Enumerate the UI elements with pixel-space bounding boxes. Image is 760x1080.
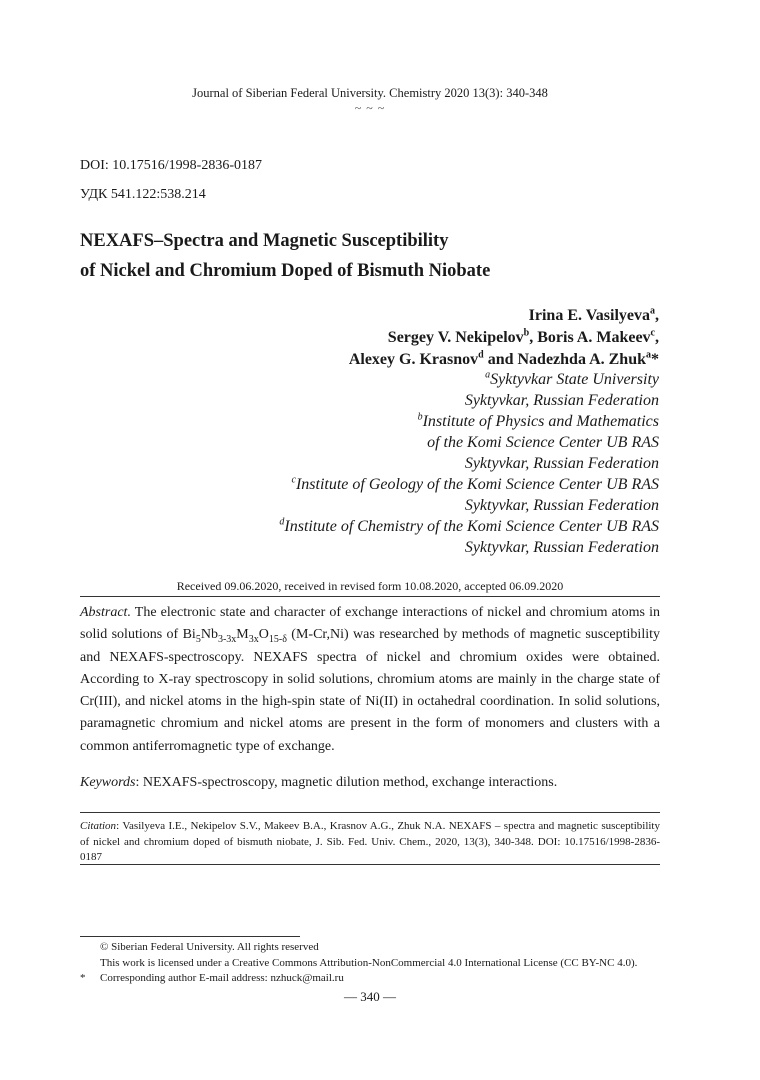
- author-affil-mark: b: [523, 327, 530, 339]
- udk-code: УДК 541.122:538.214: [80, 187, 206, 202]
- abstract: [80, 602, 660, 758]
- keywords-text: : NEXAFS-spectroscopy, magnetic dilution method, exchange interactions.: [135, 775, 558, 790]
- author-affil-mark: c: [650, 327, 655, 339]
- asterisk-mark: *: [80, 972, 86, 984]
- paper-title: [80, 226, 680, 286]
- author-name: Nadezhda A. Zhuk: [517, 351, 646, 368]
- affiliation-line: $^c$Institute of Geology of the Komi Science Center UB RAS: [291, 474, 659, 493]
- keywords-label: Keywords: [80, 775, 136, 790]
- abstract-label: Abstract.: [80, 605, 131, 620]
- author-line-3: Alexey G. Krasnov$^d$ and Nadezhda A. Zhuk$^a$*: [348, 349, 659, 368]
- affiliations: [279, 369, 659, 558]
- citation-label: Citation: [80, 820, 117, 832]
- citation-text: : Vasilyeva I.E., Nekipelov S.V., Makeev B.A., Krasnov A.G., Zhuk N.A. NEXAFS – spectra and magnetic susceptibility of nickel and chromium doped of bismuth niobate, J. Sib. Fed. Univ. Chem., 2020, 13(3), 340-348. DOI: 10.17516/1998-2836-0187: [80, 820, 660, 863]
- corresponding-author-note: * Corresponding author E-mail address: nzhuck@mail.ru: [80, 971, 680, 987]
- license-note[interactable]: This work is licensed under a Creative Commons Attribution-NonCommercial 4.0 International License (CC BY-NC 4.0).: [100, 956, 638, 969]
- affiliation-line: Syktyvkar, Russian Federation: [464, 392, 659, 409]
- author-list: [349, 305, 659, 371]
- keywords: [80, 772, 660, 794]
- author-affil-mark: d: [478, 349, 484, 361]
- chemical-formula: $Bi_5Nb_{3-3x}M_{3x}O_{15-\delta}$: [182, 627, 287, 646]
- affiliation-line: Syktyvkar, Russian Federation: [464, 539, 659, 556]
- divider: [80, 864, 660, 865]
- paper-title-line-2: of Nickel and Chromium Doped of Bismuth Niobate: [80, 261, 491, 281]
- author-affil-mark: a: [646, 349, 651, 361]
- footnote-divider: [80, 936, 300, 937]
- received-dates: Received 09.06.2020, received in revised form 10.08.2020, accepted 06.09.2020: [176, 579, 564, 593]
- author-name: Boris A. Makeev: [537, 329, 651, 346]
- affiliation-line: $^d$Institute of Chemistry of the Komi Science Center UB RAS: [279, 516, 659, 535]
- affiliation-line: $^b$Institute of Physics and Mathematics: [417, 411, 659, 430]
- paper-title-line-1: NEXAFS–Spectra and Magnetic Susceptibility: [80, 231, 449, 251]
- affiliation-line: of the Komi Science Center UB RAS: [427, 434, 659, 451]
- affiliation-line: $^a$Syktyvkar State University: [485, 369, 659, 388]
- author-line-1: Irina E. Vasilyeva$^a$,: [528, 305, 659, 324]
- header-separator: ~ ~ ~: [354, 101, 386, 115]
- abstract-intro: The electronic state and character of exchange interactions of nickel and chromium atoms in solid solutions of: [80, 605, 660, 643]
- journal-header: Journal of Siberian Federal University. Chemistry 2020 13(3): 340-348: [192, 86, 548, 100]
- author-name: Irina E. Vasilyeva: [528, 307, 650, 324]
- divider: [80, 596, 660, 597]
- author-name: Alexey G. Krasnov: [348, 351, 479, 368]
- divider: [80, 812, 660, 813]
- doi[interactable]: DOI: 10.17516/1998-2836-0187: [80, 158, 262, 173]
- citation: [80, 819, 660, 866]
- author-line-2: Sergey V. Nekipelov$^b$, Boris A. Makeev$^c$,: [387, 327, 659, 346]
- affiliation-line: Syktyvkar, Russian Federation: [464, 497, 659, 514]
- author-name: Sergey V. Nekipelov: [387, 329, 524, 346]
- footnotes: [80, 940, 680, 987]
- abstract-body: (M-Cr,Ni) was researched by methods of magnetic susceptibility and NEXAFS-spectroscopy. NEXAFS spectra of nickel and chromium oxides were obtained. According to X-ray spectroscopy in solid solutions, chromium atoms are mainly in the charge state of Cr(III), and nickel atoms in the high-spin state of Ni(II) in octahedral coordination. In solid solutions, paramagnetic chromium and nickel atoms are present in the form of monomers and clusters with a common antiferromagnetic type of exchange.: [80, 627, 660, 754]
- page-number: — 340 —: [344, 989, 396, 1004]
- copyright-note: © Siberian Federal University. All rights reserved: [100, 941, 319, 953]
- author-affil-mark: a: [650, 305, 655, 317]
- affiliation-line: Syktyvkar, Russian Federation: [464, 455, 659, 472]
